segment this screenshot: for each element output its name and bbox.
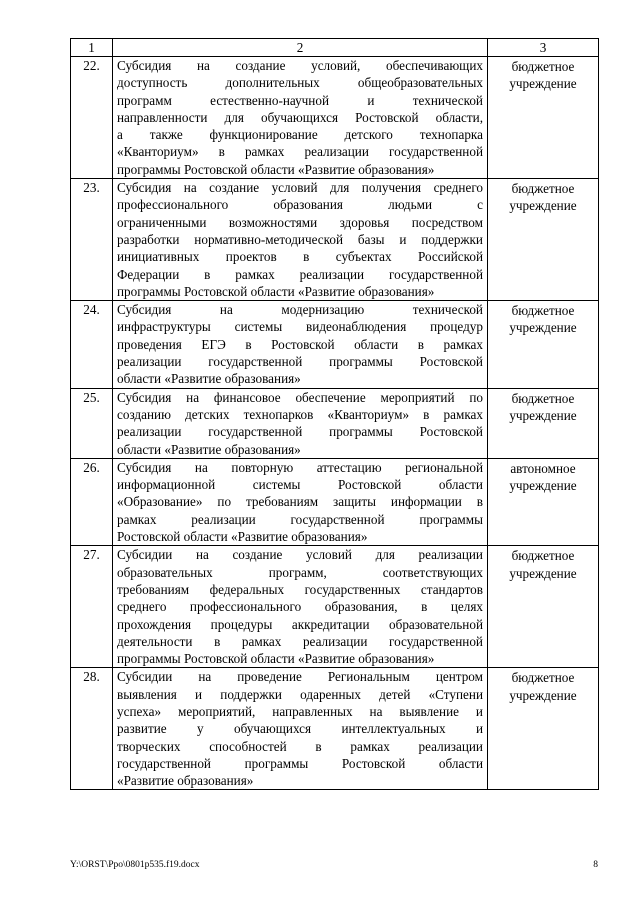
description-line: Субсидия на создание условий, обеспечивающих — [117, 58, 483, 73]
description-line: проведения ЕГЭ в Ростовской области в рамках — [117, 336, 483, 352]
description-line: Субсидия на финансовое обеспечение мероприятий по — [117, 389, 483, 405]
subsidy-description — [113, 668, 488, 790]
row-number: 24. — [71, 301, 113, 388]
table-row — [71, 668, 599, 790]
table-row — [71, 57, 599, 179]
description-line: инициативных проектов в субъектах Российской — [117, 249, 483, 265]
column-header-1: 1 — [71, 39, 113, 57]
description-line: успеха» мероприятий, направленных на выявление и — [117, 703, 483, 719]
row-number: 23. — [71, 179, 113, 301]
table-row — [71, 458, 599, 545]
description-line: реализации государственной программы Ростовской — [117, 424, 483, 440]
subsidy-description — [113, 301, 488, 388]
row-number: 28. — [71, 668, 113, 790]
description-line: деятельности в рамках реализации государственной — [117, 633, 483, 649]
description-line: государственной программы Ростовской области — [117, 755, 483, 771]
column-header-2: 2 — [113, 39, 488, 57]
description-line: реализации государственной программы Ростовской — [117, 354, 483, 370]
description-line: «Образование» по требованиям защиты информации в — [117, 494, 483, 510]
description-line: «Развитие образования» — [117, 773, 254, 789]
institution-type: бюджетное учреждение — [488, 179, 599, 301]
description-line: а также функционирование детского технопарка — [117, 127, 483, 143]
description-line: направленности для обучающихся Ростовской области, — [117, 109, 483, 125]
description-line: Субсидии на создание условий для реализации — [117, 547, 483, 563]
description-line: прохождения процедуры аккредитации образовательной — [117, 616, 483, 632]
subsidy-description — [113, 458, 488, 545]
description-line: созданию детских технопарков «Кванториум» в рамках — [117, 406, 483, 422]
description-line: области «Развитие образования» — [117, 441, 301, 457]
subsidy-description — [113, 179, 488, 301]
table-row — [71, 388, 599, 458]
institution-type: бюджетное учреждение — [488, 57, 599, 179]
subsidies-table — [70, 38, 599, 790]
description-line: требованиям федеральных государственных стандартов — [117, 581, 483, 597]
subsidy-description — [113, 388, 488, 458]
table-row — [71, 301, 599, 388]
institution-type: бюджетное учреждение — [488, 301, 599, 388]
description-line: Субсидия на повторную аттестацию региональной — [117, 459, 483, 475]
description-line: программы Ростовской области «Развитие образования» — [117, 161, 435, 177]
description-line: инфраструктуры системы видеонаблюдения процедур — [117, 319, 483, 335]
description-line: выявления и поддержки одаренных детей «Ступени — [117, 686, 483, 702]
institution-type: бюджетное учреждение — [488, 546, 599, 668]
row-number: 26. — [71, 458, 113, 545]
subsidy-description — [113, 546, 488, 668]
table-row — [71, 546, 599, 668]
description-line: развитие у обучающихся интеллектуальных и — [117, 721, 483, 737]
description-line: образовательных программ, соответствующих — [117, 564, 483, 580]
description-line: Субсидия на создание условий для получения среднего — [117, 180, 483, 196]
description-line: ограниченными возможностями здоровья посредством — [117, 214, 483, 230]
description-line: Ростовской области «Развитие образования» — [117, 529, 368, 545]
description-line: Федерации в рамках реализации государственной — [117, 266, 483, 282]
description-line: области «Развитие образования» — [117, 371, 301, 387]
description-line: программ естественно-научной и технической — [117, 92, 483, 108]
description-line: программы Ростовской области «Развитие образования» — [117, 651, 435, 667]
header-row — [71, 39, 599, 57]
row-number: 25. — [71, 388, 113, 458]
page-number: 8 — [593, 860, 598, 870]
description-line: Субсидии на проведение Региональным центром — [117, 669, 483, 685]
table-body — [71, 57, 599, 790]
description-line: доступность дополнительных общеобразовательных — [117, 75, 483, 91]
row-number: 22. — [71, 57, 113, 179]
footer-file-path: Y:\ORST\Ppo\0801p535.f19.docx — [70, 860, 200, 870]
table-row — [71, 179, 599, 301]
description-line: «Кванториум» в рамках реализации государственной — [117, 144, 483, 160]
description-line: программы Ростовской области «Развитие образования» — [117, 283, 435, 299]
description-line: творческих способностей в рамках реализации — [117, 738, 483, 754]
description-line: Субсидия на модернизацию технической — [117, 302, 483, 318]
institution-type: бюджетное учреждение — [488, 388, 599, 458]
subsidy-description — [113, 57, 488, 179]
row-number: 27. — [71, 546, 113, 668]
description-line: профессионального образования людьми с — [117, 197, 483, 213]
description-line: разработки нормативно-методической базы и поддержки — [117, 231, 483, 247]
description-line: среднего профессионального образования, в целях — [117, 599, 483, 615]
institution-type: бюджетное учреждение — [488, 668, 599, 790]
column-header-3: 3 — [488, 39, 599, 57]
institution-type: автономное учреждение — [488, 458, 599, 545]
description-line: информационной системы Ростовской области — [117, 477, 483, 493]
description-line: рамках реализации государственной программы — [117, 511, 483, 527]
